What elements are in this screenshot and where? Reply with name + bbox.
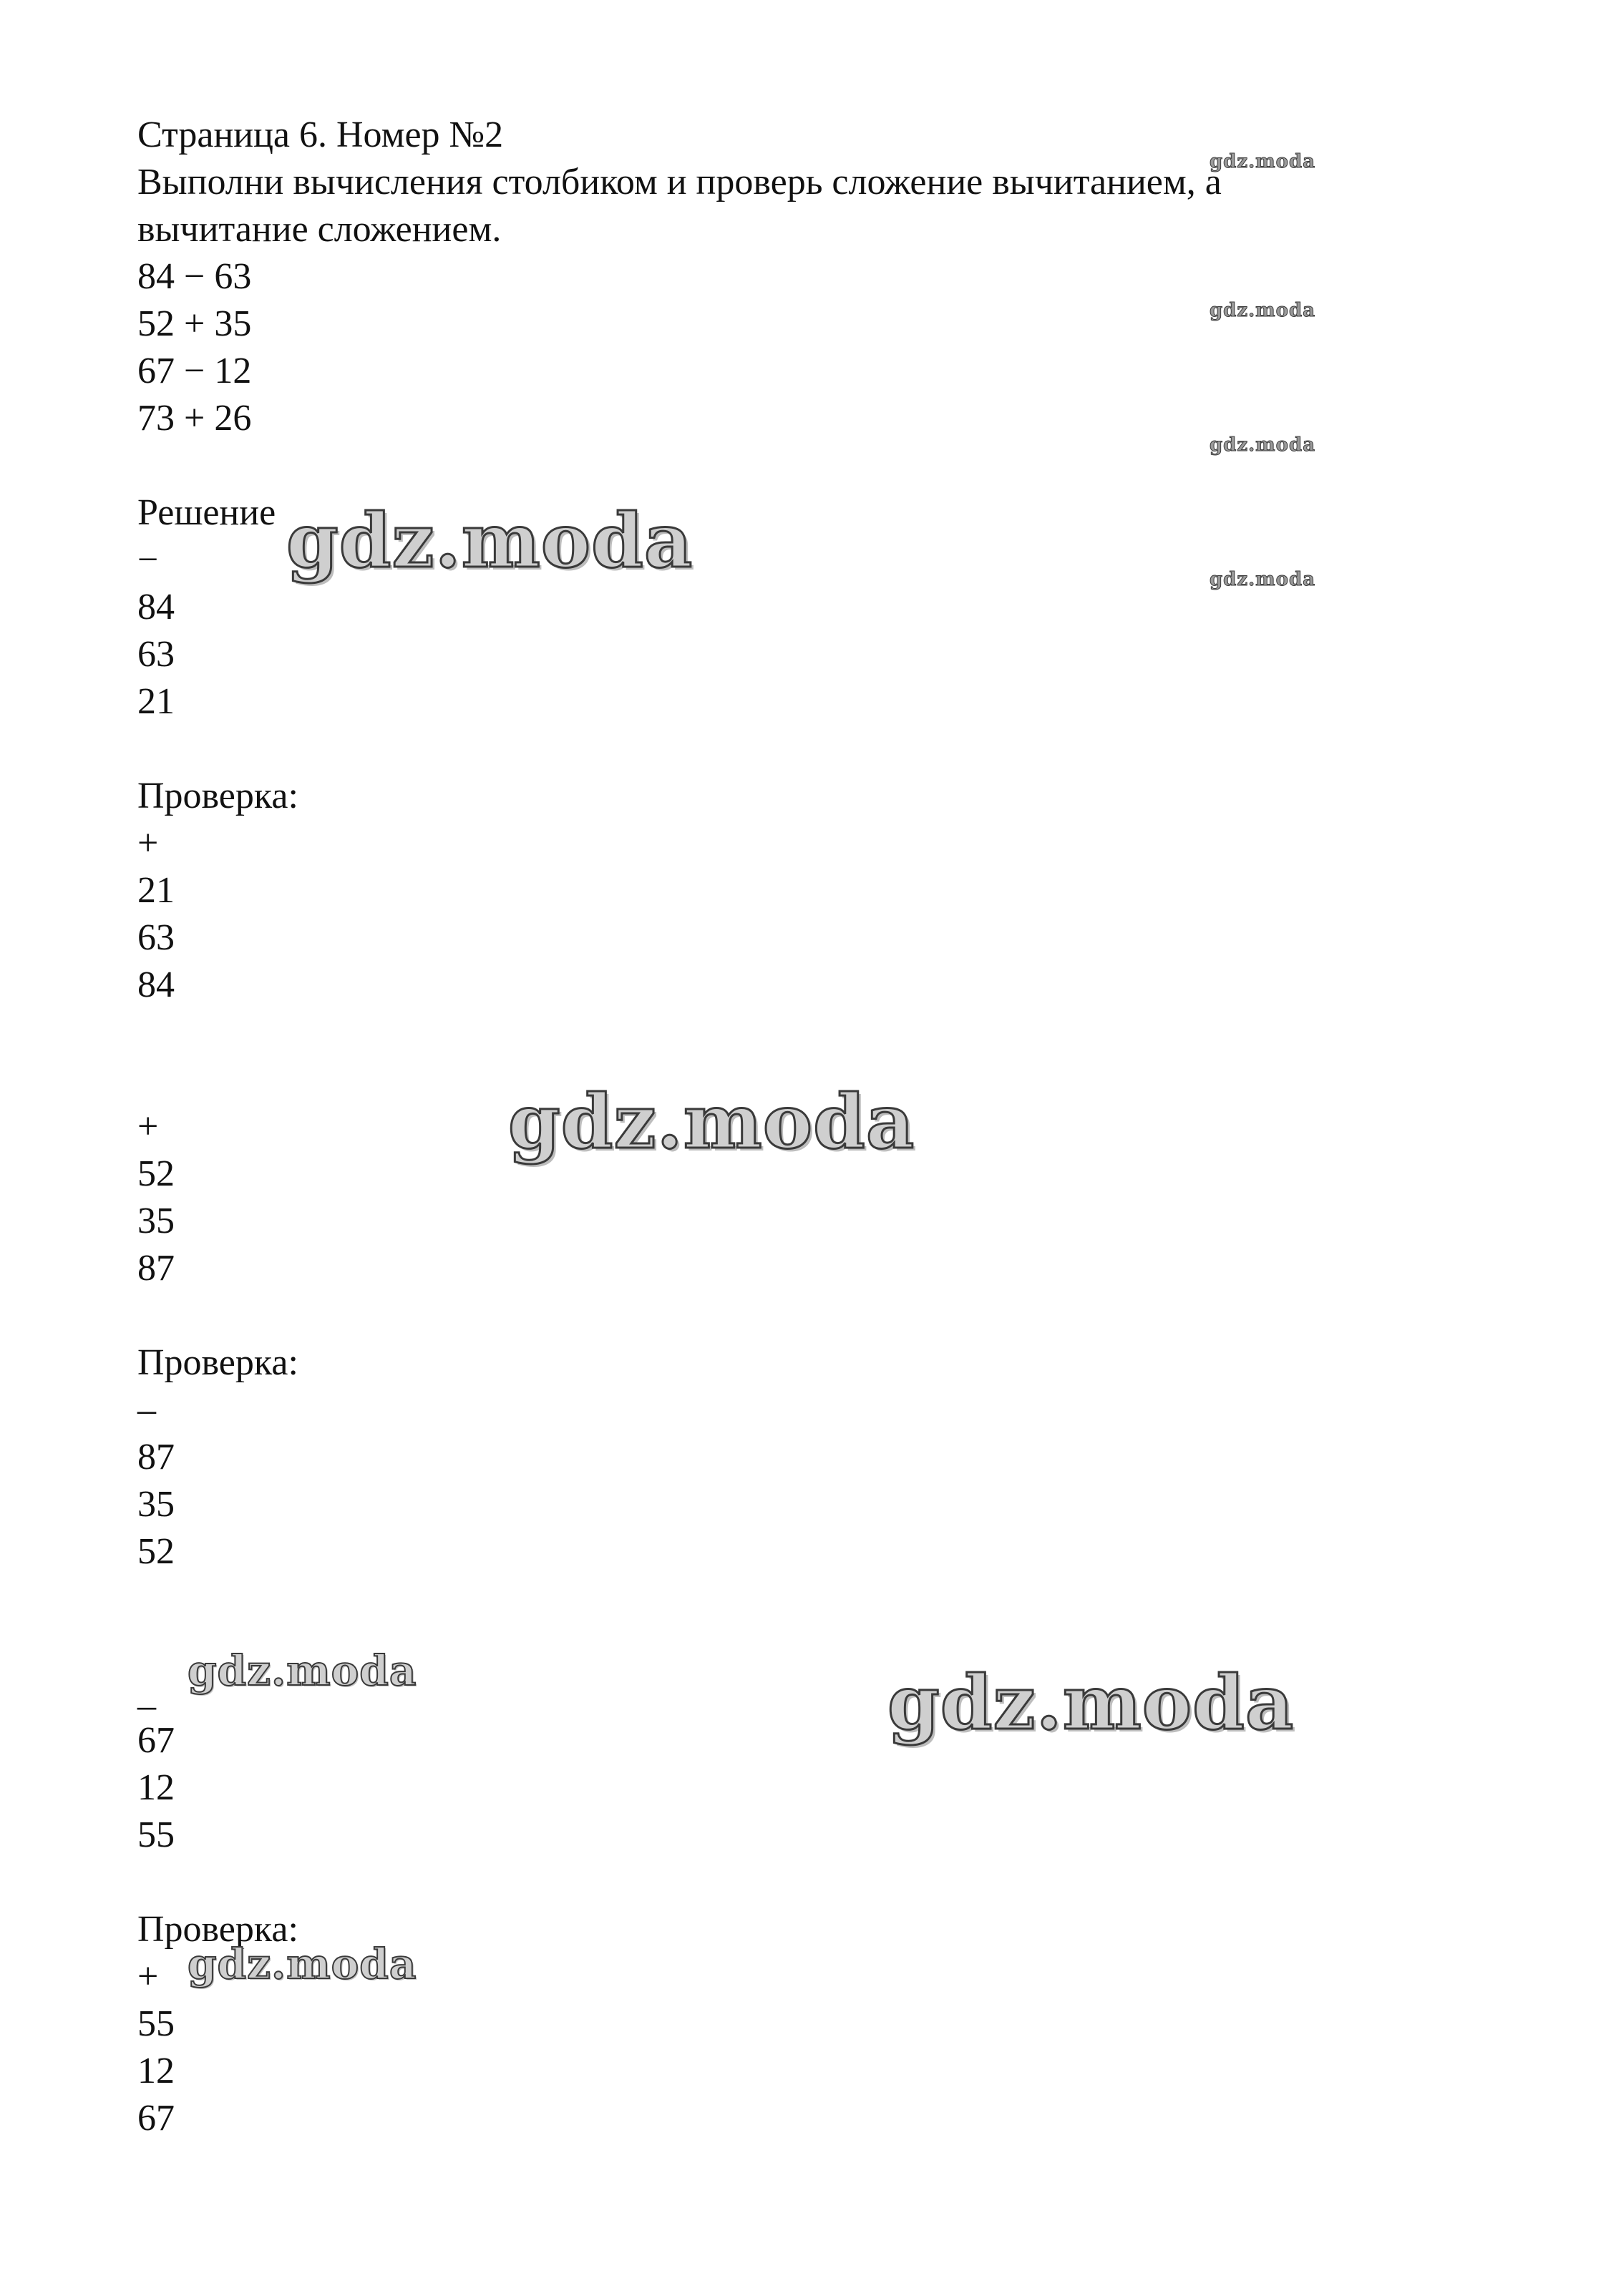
watermark-small-4: gdz.moda [1210,569,1316,590]
watermark-large-2: gdz.moda [508,1078,915,1166]
block-1-result: 21 [137,681,175,722]
watermark-small-2: gdz.moda [1210,300,1316,321]
block-3-result: 55 [137,1814,175,1855]
watermark-medium-1: gdz.moda [188,1646,417,1695]
block-3-check-operator: + [137,1956,159,1997]
watermark-small-3: gdz.moda [1210,434,1316,456]
block-3-subtrahend: 12 [137,1767,175,1808]
page-title: Страница 6. Номер №2 [137,114,504,155]
expression-3: 67 − 12 [137,351,252,391]
block-2-check-operator: – [137,1389,156,1430]
block-3-minuend: 67 [137,1720,175,1761]
block-2-check-a: 87 [137,1437,175,1477]
block-1-subtrahend: 63 [137,634,175,675]
block-3-check-result: 67 [137,2098,175,2139]
block-1-check-operator: + [137,823,159,864]
block-3-check-a: 55 [137,2003,175,2044]
block-1-check-result: 84 [137,964,175,1005]
expression-2: 52 + 35 [137,303,252,344]
block-2-addend-b: 35 [137,1201,175,1241]
block-2-check-b: 35 [137,1484,175,1525]
block-2-result: 87 [137,1248,175,1289]
task-text-line-2: вычитание сложением. [137,209,502,250]
block-2-addend-a: 52 [137,1153,175,1194]
task-text-line-1: Выполни вычисления столбиком и проверь сложение вычитанием, а [137,162,1222,202]
expression-1: 84 − 63 [137,256,252,297]
block-2-check-label: Проверка: [137,1342,298,1383]
block-2-check-result: 52 [137,1531,175,1572]
block-3-check-label: Проверка: [137,1909,298,1950]
block-2-operator: + [137,1106,159,1147]
block-3-operator: _ [137,1673,156,1714]
watermark-medium-2: gdz.moda [188,1940,417,1988]
block-1-check-a: 21 [137,870,175,911]
block-1-operator: − [137,539,159,580]
watermark-small-1: gdz.moda [1210,151,1316,172]
watermark-large-3: gdz.moda [887,1659,1295,1747]
block-1-check-label: Проверка: [137,776,298,816]
block-1-check-b: 63 [137,917,175,958]
watermark-large-1: gdz.moda [286,497,694,585]
block-3-check-b: 12 [137,2051,175,2091]
expression-4: 73 + 26 [137,398,252,439]
solution-heading: Решение [137,492,276,533]
block-1-minuend: 84 [137,587,175,627]
